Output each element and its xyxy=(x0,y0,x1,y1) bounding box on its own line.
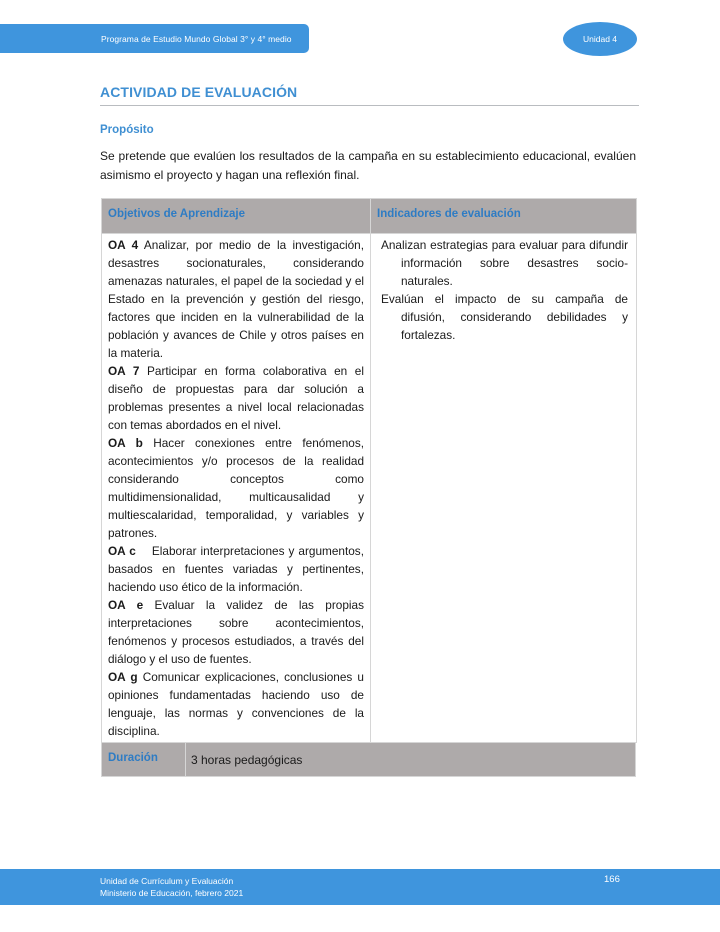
objective-code: OA c xyxy=(108,544,136,558)
objective-item xyxy=(108,362,364,434)
objectives-cell xyxy=(102,234,371,743)
indicators-cell xyxy=(371,234,637,743)
title-divider xyxy=(100,105,639,106)
objectives-header: Objetivos de Aprendizaje xyxy=(102,199,371,234)
objective-text: Hacer conexiones entre fenómenos, acontecimientos y/o procesos de la realidad considerando conceptos como multidimensionalidad, multicausalidad y multiescalaridad, temporalidad, y variables y patrones. xyxy=(108,436,365,540)
table-row xyxy=(102,234,637,743)
objective-item xyxy=(108,434,364,542)
duration-value: 3 horas pedagógicas xyxy=(186,743,636,777)
indicator-item: Analizan estrategias para evaluar para difundir información sobre desastres socio-naturales. xyxy=(381,238,628,288)
footer-bar xyxy=(0,869,720,905)
objective-text: Evaluar la validez de las propias interpretaciones sobre acontecimientos, fenómenos y procesos estudiados, a través del diálogo y el uso de fuentes. xyxy=(108,598,364,666)
objective-item xyxy=(108,236,364,362)
page-number: 166 xyxy=(604,874,620,885)
purpose-text: Se pretende que evalúen los resultados de la campaña en su establecimiento educacional, evalúen asimismo el proyecto y hagan una reflexión final. xyxy=(100,149,636,182)
objective-text: Analizar, por medio de la investigación, desastres socionaturales, considerando amenazas naturales, el papel de la sociedad y el Estado en la prevención y gestión del riesgo, factores que inciden en la vulnerabilidad de la población y avances de Chile y otros países en la materia. xyxy=(108,238,364,360)
objective-text: Participar en forma colaborativa en el diseño de propuestas para dar solución a problemas presentes a nivel local relacionadas con temas abordados en el nivel. xyxy=(108,364,364,432)
footer-credits xyxy=(100,875,243,899)
footer-ministry-date: Ministerio de Educación, febrero 2021 xyxy=(100,888,244,898)
section-title: ACTIVIDAD DE EVALUACIÓN xyxy=(100,84,298,100)
objective-code: OA b xyxy=(108,436,143,450)
duration-table xyxy=(101,742,636,777)
indicator-item: Evalúan el impacto de su campaña de difusión, considerando debilidades y fortalezas. xyxy=(381,292,628,342)
unit-badge-label: Unidad 4 xyxy=(582,34,618,44)
objective-item xyxy=(108,668,364,740)
objective-code: OA e xyxy=(108,598,144,612)
objective-text: Comunicar explicaciones, conclusiones u opiniones fundamentadas haciendo uso de lenguaje, las normas y convenciones de la disciplina. xyxy=(108,670,364,738)
duration-label: Duración xyxy=(102,743,186,777)
unit-badge xyxy=(563,22,637,56)
indicators-header: Indicadores de evaluación xyxy=(371,199,637,234)
objective-code: OA 7 xyxy=(108,364,140,378)
duration-row xyxy=(102,743,636,777)
objective-code: OA g xyxy=(108,670,138,684)
footer-unit: Unidad de Currículum y Evaluación xyxy=(100,876,234,886)
purpose-heading: Propósito xyxy=(100,124,154,136)
program-title: Programa de Estudio Mundo Global 3° y 4° medio xyxy=(101,33,292,44)
objective-code: OA 4 xyxy=(108,238,139,252)
objective-item xyxy=(108,542,368,596)
table-header-row xyxy=(102,199,637,234)
evaluation-table xyxy=(101,198,637,743)
program-header-bar xyxy=(0,24,309,53)
objective-text: Elaborar interpretaciones y argumentos, basados en fuentes variadas y pertinentes, haciendo uso ético de la información. xyxy=(108,544,368,594)
objective-item xyxy=(108,596,364,668)
